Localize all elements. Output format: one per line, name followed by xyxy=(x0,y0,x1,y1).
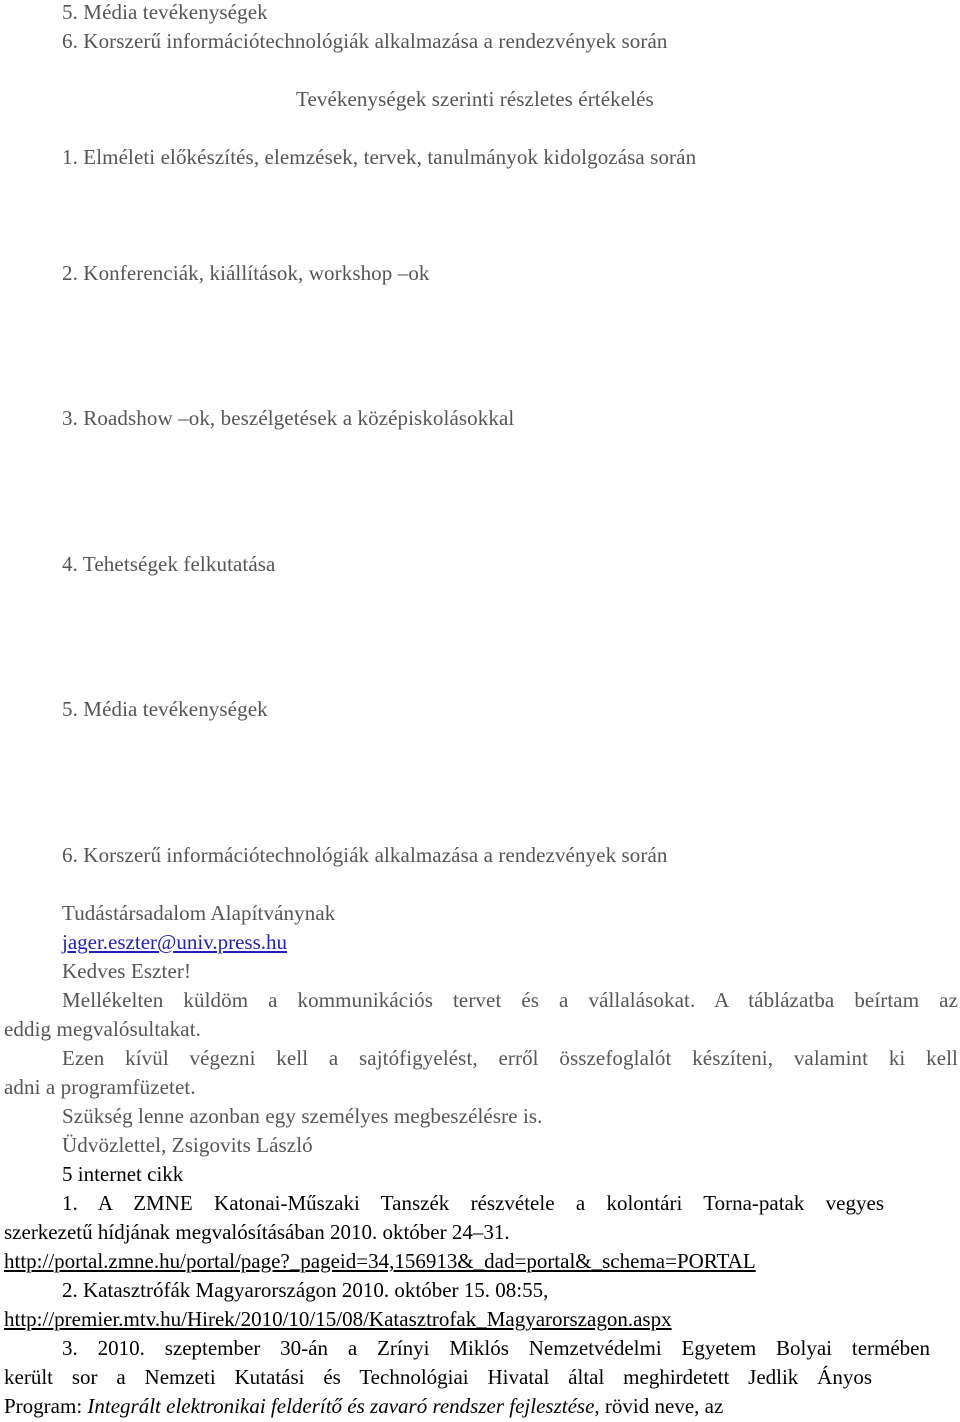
article-3-line-2: került sor a Nemzeti Kutatási és Technológiai Hivatal által meghirdetett Jedlik Ányos xyxy=(4,1365,872,1389)
article-1-line-2: szerkezetű hídjának megvalósításában 2010. október 24–31. xyxy=(4,1220,510,1244)
article-1-url-link[interactable]: http://portal.zmne.hu/portal/page?_pageid=34,156913&_dad=portal&_schema=PORTAL xyxy=(4,1249,756,1273)
email-paragraph-2-line-2: adni a programfüzetet. xyxy=(4,1075,196,1099)
top-list-item-5: 5. Média tevékenységek xyxy=(62,0,268,24)
evaluation-heading: Tevékenységek szerinti részletes értékelés xyxy=(296,87,654,111)
evaluation-item-2: 2. Konferenciák, kiállítások, workshop –ok xyxy=(62,261,430,285)
article-3-program-title: Integrált elektronikai felderítő és zavaró rendszer fejlesztése xyxy=(87,1394,595,1418)
article-3-line-3-prefix: Program: xyxy=(4,1394,88,1418)
email-closing: Üdvözlettel, Zsigovits László xyxy=(62,1133,313,1157)
article-3-line-1: 3. 2010. szeptember 30-án a Zrínyi Miklós Nemzetvédelmi Egyetem Bolyai termében xyxy=(62,1336,930,1360)
article-2-url-link[interactable]: http://premier.mtv.hu/Hirek/2010/10/15/08/Katasztrofak_Magyarorszagon.aspx xyxy=(4,1307,672,1331)
evaluation-item-5: 5. Média tevékenységek xyxy=(62,697,268,721)
email-paragraph-3: Szükség lenne azonban egy személyes megbeszélésre is. xyxy=(62,1104,543,1128)
article-2-line-1: 2. Katasztrófák Magyarországon 2010. október 15. 08:55, xyxy=(62,1278,549,1302)
email-paragraph-1-line-1: Mellékelten küldöm a kommunikációs tervet és a vállalásokat. A táblázatba beírtam az xyxy=(62,988,958,1012)
articles-heading: 5 internet cikk xyxy=(62,1162,184,1186)
email-greeting: Kedves Eszter! xyxy=(62,959,192,983)
evaluation-item-3: 3. Roadshow –ok, beszélgetések a középiskolásokkal xyxy=(62,406,515,430)
email-address-link[interactable]: jager.eszter@univ.press.hu xyxy=(62,930,287,954)
evaluation-item-4: 4. Tehetségek felkutatása xyxy=(62,552,276,576)
evaluation-item-1: 1. Elméleti előkészítés, elemzések, tervek, tanulmányok kidolgozása során xyxy=(62,145,697,169)
email-paragraph-2-line-1: Ezen kívül végezni kell a sajtófigyelést, erről összefoglalót készíteni, valamint ki kell xyxy=(62,1046,958,1070)
article-3-line-3 xyxy=(4,1394,723,1418)
evaluation-item-6: 6. Korszerű információtechnológiák alkalmazása a rendezvények során xyxy=(62,843,668,867)
top-list-item-6: 6. Korszerű információtechnológiák alkalmazása a rendezvények során xyxy=(62,29,668,53)
article-3-line-3-suffix: , rövid neve, az xyxy=(594,1394,724,1418)
email-paragraph-1-line-2: eddig megvalósultakat. xyxy=(4,1017,201,1041)
article-1-line-1: 1. A ZMNE Katonai-Műszaki Tanszék részvétele a kolontári Torna-patak vegyes xyxy=(62,1191,884,1215)
email-recipient: Tudástársadalom Alapítványnak xyxy=(62,901,336,925)
